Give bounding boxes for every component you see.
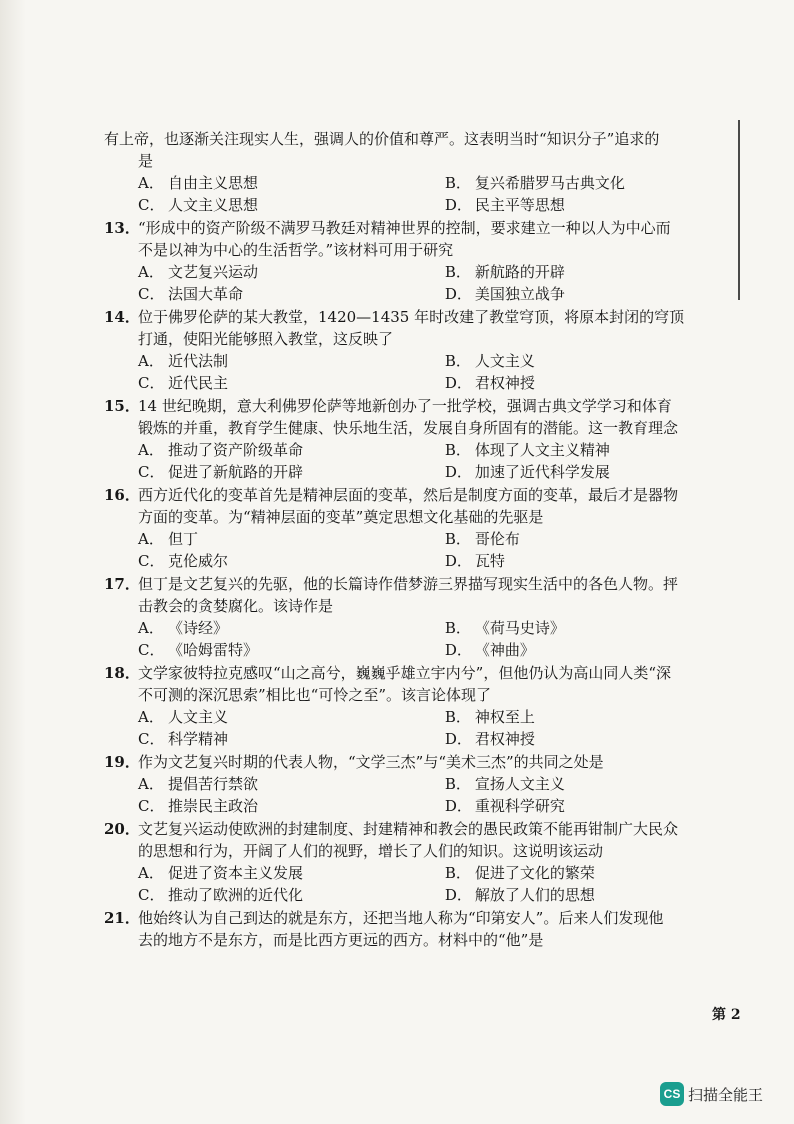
option-letter: A． <box>138 619 164 637</box>
option-row <box>104 639 732 661</box>
question-text: 锻炼的并重，教育学生健康、快乐地生活，发展自身所固有的潜能。这一教育理念 <box>138 419 679 437</box>
option-text: 复兴希腊罗马古典文化 <box>474 174 625 192</box>
option-row <box>104 550 732 572</box>
option-letter: C． <box>138 641 165 659</box>
option-c[interactable] <box>138 795 445 817</box>
question-text: 作为文艺复兴时期的代表人物，“文学三杰”与“美术三杰”的共同之处是 <box>138 753 604 771</box>
option-text: 宣扬人文主义 <box>474 775 565 793</box>
option-letter: D． <box>444 730 472 748</box>
option-c[interactable] <box>138 550 445 572</box>
question-text: 14 世纪晚期，意大利佛罗伦萨等地新创办了一批学校，强调古典文学学习和体育 <box>138 397 672 415</box>
option-b[interactable] <box>445 862 732 884</box>
question-block <box>104 306 732 394</box>
option-letter: C． <box>138 730 165 748</box>
option-a[interactable] <box>138 439 445 461</box>
option-text: 推动了资产阶级革命 <box>168 441 304 459</box>
option-text: 促进了文化的繁荣 <box>474 864 595 882</box>
watermark-text: 扫描全能王 <box>688 1085 764 1104</box>
option-d[interactable] <box>445 461 732 483</box>
question-text-line <box>104 306 732 328</box>
option-text: 克伦威尔 <box>168 552 229 570</box>
option-text: 近代民主 <box>168 374 229 392</box>
page-number: 第 2 <box>712 1007 741 1023</box>
question-text: 但丁是文艺复兴的先驱，他的长篇诗作借梦游三界描写现实生活中的各色人物。抨 <box>138 575 679 593</box>
option-text: 加速了近代科学发展 <box>474 463 610 481</box>
option-d[interactable] <box>445 639 732 661</box>
option-letter: D． <box>444 374 472 392</box>
option-letter: D． <box>444 886 472 904</box>
option-d[interactable] <box>445 550 732 572</box>
question-number: 19． <box>104 753 140 771</box>
option-row <box>104 862 732 884</box>
option-letter: A． <box>138 708 164 726</box>
option-row <box>104 706 732 728</box>
option-text: 《诗经》 <box>168 619 229 637</box>
option-letter: B． <box>444 441 471 459</box>
option-row <box>104 350 732 372</box>
option-letter: C． <box>138 196 165 214</box>
option-text: 自由主义思想 <box>168 174 259 192</box>
question-block <box>104 907 732 951</box>
question-text-line <box>104 595 732 617</box>
option-row <box>104 884 732 906</box>
question-number: 17． <box>104 575 140 593</box>
option-a[interactable] <box>138 617 445 639</box>
option-a[interactable] <box>138 261 445 283</box>
question-number: 14． <box>104 308 140 326</box>
question-12-continued <box>104 128 732 216</box>
option-letter: A． <box>138 352 164 370</box>
option-letter: B． <box>444 352 471 370</box>
option-row <box>104 194 732 216</box>
option-letter: C． <box>138 886 165 904</box>
option-text: 瓦特 <box>474 552 505 570</box>
option-text: 君权神授 <box>474 730 535 748</box>
question-block <box>104 573 732 661</box>
option-text: 人文主义思想 <box>168 196 259 214</box>
option-text: 人文主义 <box>474 352 535 370</box>
option-letter: D． <box>444 552 472 570</box>
option-text: 科学精神 <box>168 730 229 748</box>
question-number: 15． <box>104 397 140 415</box>
option-b[interactable] <box>445 773 732 795</box>
option-text: 哥伦布 <box>474 530 520 548</box>
option-a[interactable] <box>138 528 445 550</box>
option-c[interactable] <box>138 194 445 216</box>
option-text: 但丁 <box>168 530 199 548</box>
exam-content <box>104 128 732 952</box>
question-text: 击教会的贪婪腐化。该诗作是 <box>138 597 334 615</box>
option-d[interactable] <box>445 372 732 394</box>
option-b[interactable] <box>445 350 732 372</box>
question-text: 的思想和行为，开阔了人们的视野，增长了人们的知识。这说明该运动 <box>138 842 604 860</box>
option-row <box>104 528 732 550</box>
option-d[interactable] <box>445 283 732 305</box>
option-text: 人文主义 <box>168 708 229 726</box>
option-text: 《神曲》 <box>474 641 535 659</box>
option-a[interactable] <box>138 350 445 372</box>
option-text: 提倡苦行禁欲 <box>168 775 259 793</box>
option-letter: D． <box>444 463 472 481</box>
question-text-line <box>104 818 732 840</box>
option-row <box>104 461 732 483</box>
question-text: 文学家彼特拉克感叹“山之高兮，巍巍乎雄立宇内兮”，但他仍认为高山同人类“深 <box>138 664 672 682</box>
option-b[interactable] <box>445 439 732 461</box>
question-text: 文艺复兴运动使欧洲的封建制度、封建精神和教会的愚民政策不能再钳制广大民众 <box>138 820 679 838</box>
option-d[interactable] <box>445 194 732 216</box>
question-block <box>104 818 732 906</box>
option-d[interactable] <box>445 884 732 906</box>
option-letter: B． <box>444 864 471 882</box>
option-row <box>104 261 732 283</box>
question-block <box>104 395 732 483</box>
option-text: 推动了欧洲的近代化 <box>168 886 304 904</box>
question-text: 打通，使阳光能够照入教堂，这反映了 <box>138 330 394 348</box>
question-text-line <box>104 484 732 506</box>
option-c[interactable] <box>138 372 445 394</box>
option-letter: A． <box>138 775 164 793</box>
question-text: 去的地方不是东方，而是比西方更远的西方。材料中的“他”是 <box>138 931 544 949</box>
option-a[interactable] <box>138 172 445 194</box>
question-block <box>104 217 732 305</box>
question-text-line <box>104 573 732 595</box>
option-text: 解放了人们的思想 <box>474 886 595 904</box>
option-text: 体现了人文主义精神 <box>474 441 610 459</box>
option-row <box>104 172 732 194</box>
option-letter: C． <box>138 374 165 392</box>
option-letter: B． <box>444 775 471 793</box>
option-row <box>104 372 732 394</box>
option-d[interactable] <box>445 795 732 817</box>
option-text: 近代法制 <box>168 352 229 370</box>
option-text: 美国独立战争 <box>474 285 565 303</box>
question-text: “形成中的资产阶级不满罗马教廷对精神世界的控制，要求建立一种以人为中心而 <box>138 219 671 237</box>
option-b[interactable] <box>445 528 732 550</box>
option-text: 君权神授 <box>474 374 535 392</box>
option-letter: B． <box>444 530 471 548</box>
question-text-line <box>104 506 732 528</box>
option-letter: A． <box>138 263 164 281</box>
question-text-line <box>104 395 732 417</box>
question-number: 16． <box>104 486 140 504</box>
option-letter: A． <box>138 174 164 192</box>
question-text-line <box>104 217 732 239</box>
option-letter: C． <box>138 285 165 303</box>
option-c[interactable] <box>138 283 445 305</box>
question-number: 21． <box>104 909 140 927</box>
question-text-line <box>104 328 732 350</box>
option-letter: B． <box>444 619 471 637</box>
option-d[interactable] <box>445 728 732 750</box>
option-c[interactable] <box>138 639 445 661</box>
option-b[interactable] <box>445 172 732 194</box>
question-number: 13． <box>104 219 140 237</box>
option-text: 神权至上 <box>474 708 535 726</box>
option-letter: A． <box>138 530 164 548</box>
option-c[interactable] <box>138 728 445 750</box>
option-row <box>104 728 732 750</box>
option-text: 民主平等思想 <box>474 196 565 214</box>
question-text-line <box>104 751 732 773</box>
option-letter: D． <box>444 285 472 303</box>
option-row <box>104 283 732 305</box>
question-text: 位于佛罗伦萨的某大教堂，1420—1435 年时改建了教堂穹顶，将原本封闭的穹顶 <box>138 308 685 326</box>
option-row <box>104 773 732 795</box>
option-text: 《荷马史诗》 <box>474 619 565 637</box>
question-text-line <box>104 929 732 951</box>
option-a[interactable] <box>138 773 445 795</box>
option-text: 文艺复兴运动 <box>168 263 259 281</box>
option-letter: D． <box>444 641 472 659</box>
question-list <box>104 217 732 951</box>
question-text: 不是以神为中心的生活哲学。”该材料可用于研究 <box>138 241 454 259</box>
option-c[interactable] <box>138 884 445 906</box>
question-text: 方面的变革。为“精神层面的变革”奠定思想文化基础的先驱是 <box>138 508 544 526</box>
question-number: 18． <box>104 664 140 682</box>
option-row <box>104 617 732 639</box>
option-text: 重视科学研究 <box>474 797 565 815</box>
option-b[interactable] <box>445 261 732 283</box>
option-c[interactable] <box>138 461 445 483</box>
option-letter: B． <box>444 708 471 726</box>
question-text-line <box>104 907 732 929</box>
option-letter: D． <box>444 196 472 214</box>
question-text: 不可测的深沉思索”相比也“可怜之至”。该言论体现了 <box>138 686 492 704</box>
question-block <box>104 662 732 750</box>
camscanner-logo-icon: CS <box>660 1082 684 1106</box>
option-letter: D． <box>444 797 472 815</box>
option-letter: B． <box>444 174 471 192</box>
question-text-line <box>104 662 732 684</box>
option-letter: C． <box>138 463 165 481</box>
option-letter: A． <box>138 864 164 882</box>
question-block <box>104 751 732 817</box>
option-text: 促进了资本主义发展 <box>168 864 304 882</box>
option-text: 新航路的开辟 <box>474 263 565 281</box>
question-block <box>104 484 732 572</box>
question-text-line: 有上帝，也逐渐关注现实人生，强调人的价值和尊严。这表明当时“知识分子”追求的 <box>104 130 660 148</box>
question-number: 20． <box>104 820 140 838</box>
option-text: 法国大革命 <box>168 285 244 303</box>
option-a[interactable] <box>138 862 445 884</box>
question-text-line <box>104 239 732 261</box>
question-text: 西方近代化的变革首先是精神层面的变革，然后是制度方面的变革，最后才是器物 <box>138 486 679 504</box>
question-text-line <box>104 417 732 439</box>
option-row <box>104 439 732 461</box>
camscanner-watermark <box>660 1082 763 1106</box>
question-text: 他始终认为自己到达的就是东方，还把当地人称为“印第安人”。后来人们发现他 <box>138 909 664 927</box>
scan-edge-line <box>738 120 740 300</box>
option-letter: C． <box>138 797 165 815</box>
option-row <box>104 795 732 817</box>
question-text-line <box>104 684 732 706</box>
option-letter: A． <box>138 441 164 459</box>
option-text: 推崇民主政治 <box>168 797 259 815</box>
question-text-line <box>104 840 732 862</box>
option-a[interactable] <box>138 706 445 728</box>
option-letter: C． <box>138 552 165 570</box>
question-text-line: 是 <box>138 152 154 170</box>
scan-shadow <box>0 0 26 1124</box>
option-letter: B． <box>444 263 471 281</box>
option-text: 促进了新航路的开辟 <box>168 463 304 481</box>
option-b[interactable] <box>445 706 732 728</box>
option-text: 《哈姆雷特》 <box>168 641 259 659</box>
option-b[interactable] <box>445 617 732 639</box>
